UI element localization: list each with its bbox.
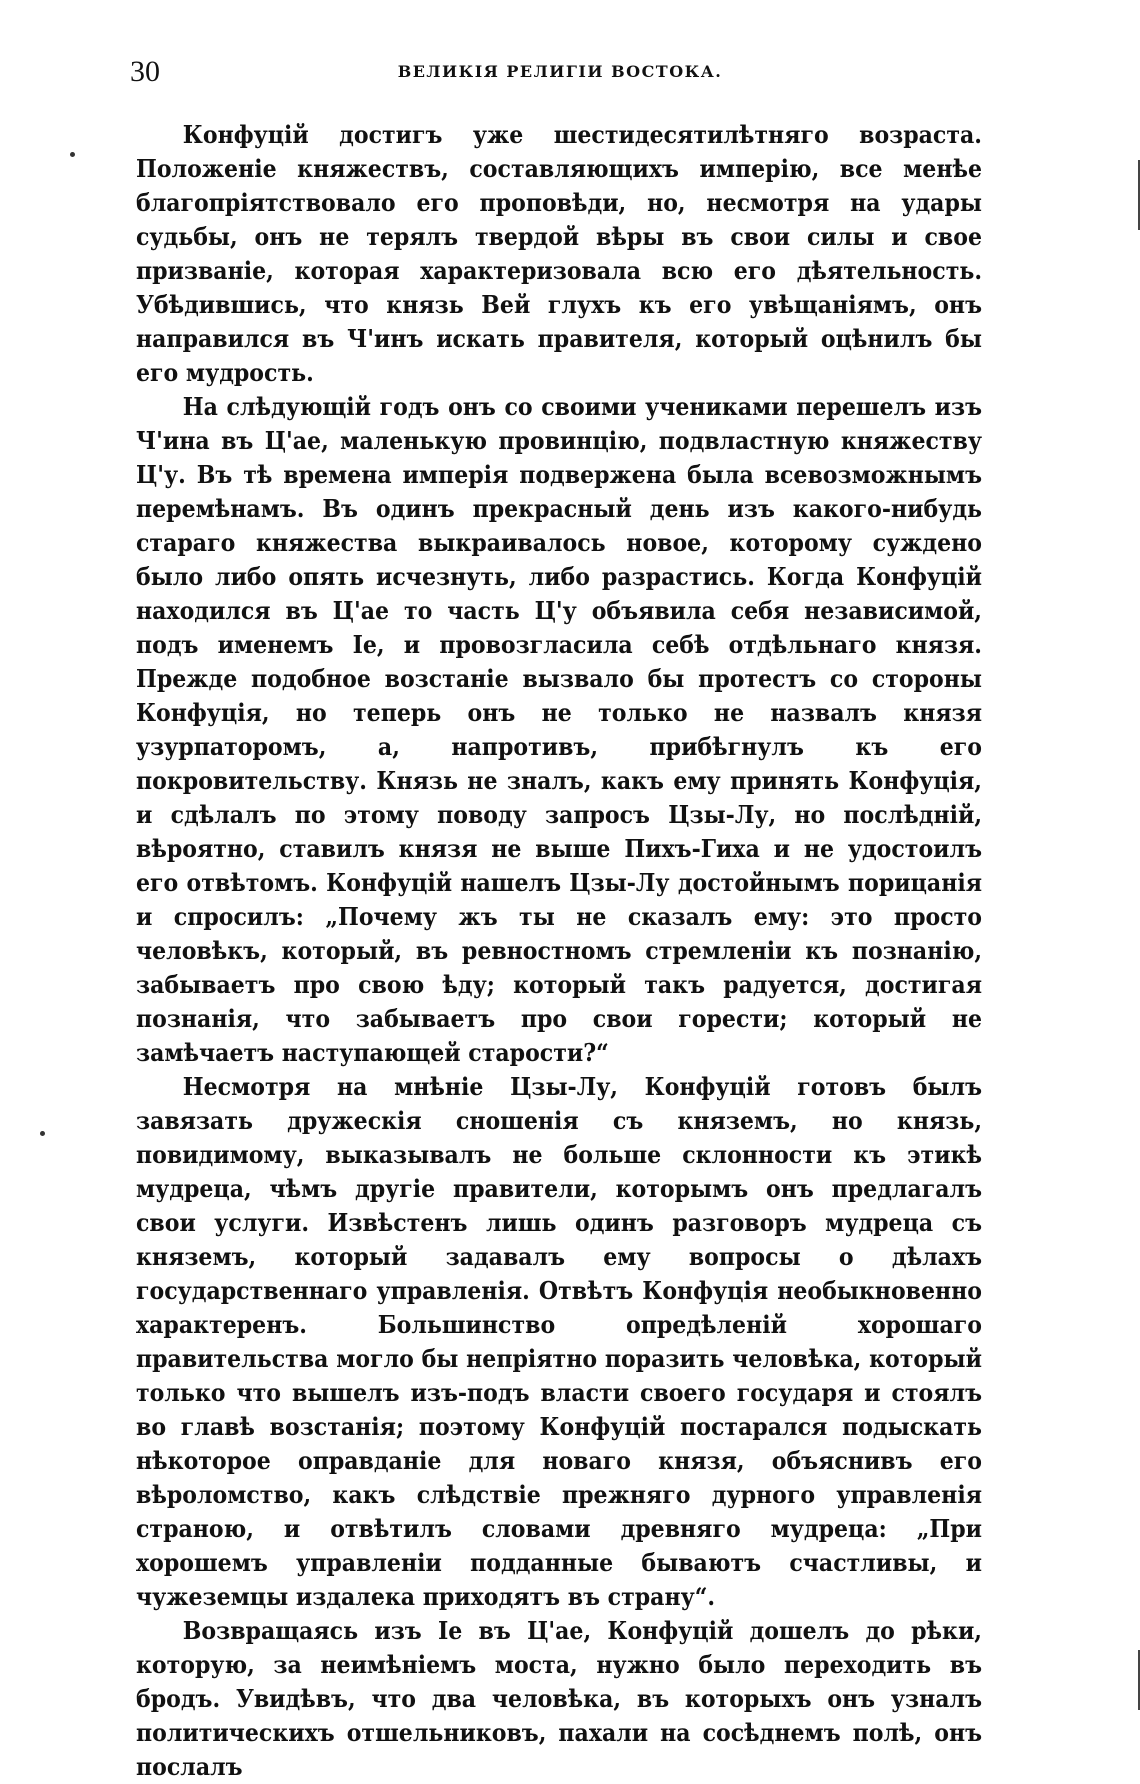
page-number: 30: [130, 55, 160, 88]
paragraph-3: Несмотря на мнѣніе Цзы-Лу, Конфуцій готовъ былъ завязать дружескія сношенія съ княземъ, но князь, повидимому, выказывалъ не больше склонности къ этикѣ мудреца, чѣмъ другіе правители, которымъ онъ предлагалъ свои услуги. Извѣстенъ лишь одинъ разговоръ мудреца съ княземъ, который задавалъ ему вопросы о дѣлахъ государственнаго управленія. Отвѣтъ Конфуція необыкновенно характеренъ. Большинство опредѣленій хорошаго правительства могло бы непріятно поразить человѣка, который только что вышелъ изъ-подъ власти своего государя и стоялъ во главѣ возстанія; поэтому Конфуцій постарался подыскать нѣкоторое оправданіе для новаго князя, объяснивъ его вѣроломство, какъ слѣдствіе прежняго дурного управленія страною, и отвѣтилъ словами древняго мудреца: „При хорошемъ управленіи подданные бываютъ счастливы, и чужеземцы издалека приходятъ въ страну“.: [136, 1072, 983, 1611]
paragraph-4: Возвращаясь изъ Іе въ Ц'ае, Конфуцій дошелъ до рѣки, которую, за неимѣніемъ моста, нужно было переходить въ бродъ. Увидѣвъ, что два человѣка, въ которыхъ онъ узналъ политическихъ отшельниковъ, пахали на сосѣднемъ полѣ, онъ послалъ: [136, 1616, 983, 1781]
page-header: [130, 52, 990, 92]
paragraph-2: На слѣдующій годъ онъ со своими учениками перешелъ изъ Ч'ина въ Ц'ае, маленькую провинцію, подвластную княжеству Ц'у. Въ тѣ времена имперія подвержена была всевозможнымъ перемѣнамъ. Въ одинъ прекрасный день изъ какого-нибудь стараго княжества выкраивалось новое, которому суждено было либо опять исчезнуть, либо разрастись. Когда Конфуцій находился въ Ц'ае то часть Ц'у объявила себя независимой, подъ именемъ Іе, и провозгласила себѣ отдѣльнаго князя. Прежде подобное возстаніе вызвало бы протестъ со стороны Конфуція, но теперь онъ не только не назвалъ князя узурпаторомъ, а, напротивъ, прибѣгнулъ къ его покровительству. Князь не зналъ, какъ ему принять Конфуція, и сдѣлалъ по этому поводу запросъ Цзы-Лу, но послѣдній, вѣроятно, ставилъ князя не выше Пихъ-Гиха и не удостоилъ его отвѣтомъ. Конфуцій нашелъ Цзы-Лу достойнымъ порицанія и спросилъ: „Почему жъ ты не сказалъ ему: это просто человѣкъ, который, въ ревностномъ стремленіи къ познанію, забываетъ про свою ѣду; который такъ радуется, достигая познанія, что забываетъ про свои горести; который не замѣчаетъ наступающей старости?“: [136, 392, 983, 1067]
text-body: [136, 118, 982, 1784]
margin-dot-middle: [40, 1131, 45, 1136]
running-title: ВЕЛИКІЯ РЕЛИГІИ ВОСТОКА.: [397, 62, 723, 81]
paragraph-1: Конфуцій достигъ уже шестидесятилѣтняго возраста. Положеніе княжествъ, составляющихъ имперію, все менѣе благопріятствовало его проповѣди, но, несмотря на удары судьбы, онъ не терялъ твердой вѣры въ свои силы и свое призваніе, которая характеризовала всю его дѣятельность. Убѣдившись, что князь Вей глухъ къ его увѣщаніямъ, онъ направился въ Ч'инъ искать правителя, который оцѣнилъ бы его мудрость.: [136, 120, 983, 387]
margin-dot-top: [70, 152, 75, 157]
